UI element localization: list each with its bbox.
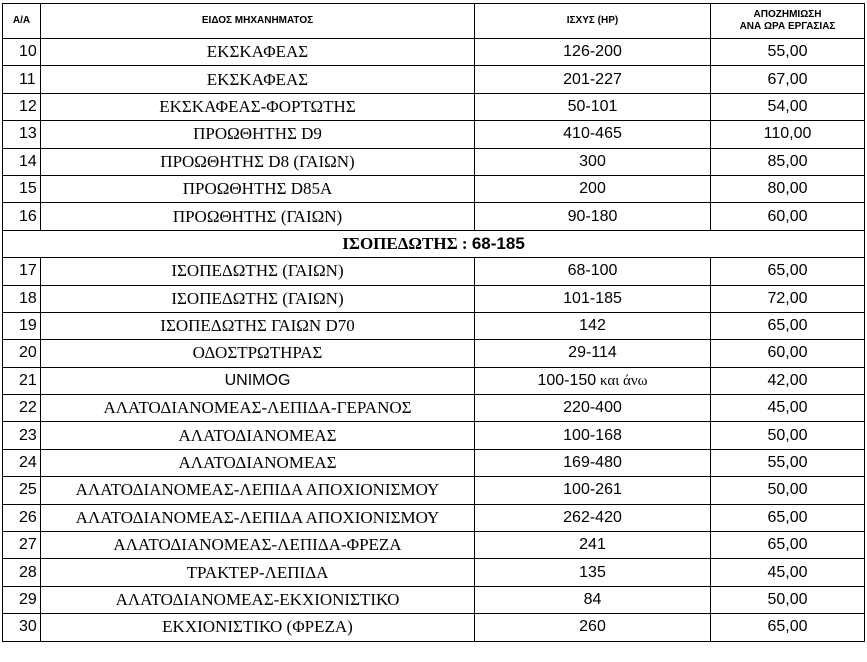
row-number: 29	[3, 586, 41, 613]
table-row	[3, 586, 865, 613]
machine-type: ΕΚΧΙΟΝΙΣΤΙΚΟ (ΦΡΕΖΑ)	[41, 614, 475, 641]
power-hp	[475, 614, 711, 641]
power-value: 135	[579, 563, 606, 581]
power-value: 241	[579, 536, 606, 554]
compensation-value: 85,00	[711, 148, 865, 175]
power-value: 300	[579, 152, 606, 170]
power-value: 126-200	[563, 43, 622, 61]
power-hp	[475, 175, 711, 202]
table-body-a	[3, 39, 865, 231]
machine-type: ΤΡΑΚΤΕΡ-ΛΕΠΙΔΑ	[41, 559, 475, 586]
power-value: 100-261	[563, 481, 622, 499]
table-body-b	[3, 258, 865, 641]
machine-type: ΕΚΣΚΑΦΕΑΣ-ΦΟΡΤΩΤΗΣ	[41, 93, 475, 120]
header-machine-type: ΕΙΔΟΣ ΜΗΧΑΝΗΜΑΤΟΣ	[41, 4, 475, 39]
machine-type: ΑΛΑΤΟΔΙΑΝΟΜΕΑΣ-ΕΚΧΙΟΝΙΣΤΙΚΟ	[41, 586, 475, 613]
row-number: 24	[3, 449, 41, 476]
table-row	[3, 203, 865, 230]
machine-type: ΑΛΑΤΟΔΙΑΝΟΜΕΑΣ	[41, 422, 475, 449]
machine-type: ΑΛΑΤΟΔΙΑΝΟΜΕΑΣ-ΛΕΠΙΔΑ-ΓΕΡΑΝΟΣ	[41, 395, 475, 422]
machine-type: ΑΛΑΤΟΔΙΑΝΟΜΕΑΣ	[41, 449, 475, 476]
power-hp	[475, 449, 711, 476]
row-number: 17	[3, 258, 41, 285]
table-row	[3, 532, 865, 559]
table-row	[3, 504, 865, 531]
row-number: 23	[3, 422, 41, 449]
row-number: 20	[3, 340, 41, 367]
compensation-value: 54,00	[711, 93, 865, 120]
machine-type: ΠΡΟΩΘΗΤΗΣ (ΓΑΙΩΝ)	[41, 203, 475, 230]
power-hp	[475, 367, 711, 394]
power-hp	[475, 477, 711, 504]
compensation-value: 55,00	[711, 39, 865, 66]
section-row	[3, 230, 865, 257]
header-compensation	[711, 4, 865, 39]
table-row	[3, 559, 865, 586]
power-value: 410-465	[563, 125, 622, 143]
header-compensation-line2: ΑΝΑ ΩΡΑ ΕΡΓΑΣΙΑΣ	[739, 21, 836, 32]
table-row	[3, 312, 865, 339]
compensation-value: 65,00	[711, 312, 865, 339]
power-value: 260	[579, 618, 606, 636]
machine-type: ΟΔΟΣΤΡΩΤΗΡΑΣ	[41, 340, 475, 367]
row-number: 11	[3, 66, 41, 93]
row-number: 28	[3, 559, 41, 586]
machine-type: ΠΡΟΩΘΗΤΗΣ D85A	[41, 175, 475, 202]
header-compensation-line1: ΑΠΟΖΗΜΙΩΣΗ	[753, 9, 822, 20]
power-hp	[475, 93, 711, 120]
row-number: 13	[3, 121, 41, 148]
compensation-value: 65,00	[711, 258, 865, 285]
compensation-value: 72,00	[711, 285, 865, 312]
table-row	[3, 258, 865, 285]
power-hp	[475, 395, 711, 422]
machine-type: UNIMOG	[41, 367, 475, 394]
power-value: 201-227	[563, 70, 622, 88]
power-hp	[475, 121, 711, 148]
row-number: 22	[3, 395, 41, 422]
machine-type: ΑΛΑΤΟΔΙΑΝΟΜΕΑΣ-ΛΕΠΙΔΑ-ΦΡΕΖΑ	[41, 532, 475, 559]
machine-type: ΠΡΟΩΘΗΤΗΣ D8 (ΓΑΙΩΝ)	[41, 148, 475, 175]
row-number: 19	[3, 312, 41, 339]
row-number: 15	[3, 175, 41, 202]
power-value: 200	[579, 180, 606, 198]
table-row	[3, 422, 865, 449]
power-hp	[475, 586, 711, 613]
row-number: 12	[3, 93, 41, 120]
compensation-value: 65,00	[711, 614, 865, 641]
power-value: 169-480	[563, 454, 622, 472]
machine-type: ΕΚΣΚΑΦΕΑΣ	[41, 66, 475, 93]
section-body	[3, 230, 865, 257]
compensation-value: 60,00	[711, 203, 865, 230]
machinery-compensation-table	[2, 3, 865, 642]
power-hp	[475, 66, 711, 93]
compensation-value: 67,00	[711, 66, 865, 93]
power-hp	[475, 258, 711, 285]
row-number: 14	[3, 148, 41, 175]
row-number: 26	[3, 504, 41, 531]
power-hp	[475, 504, 711, 531]
machine-type: ΙΣΟΠΕΔΩΤΗΣ ΓΑΙΩΝ D70	[41, 312, 475, 339]
power-hp	[475, 312, 711, 339]
row-number: 25	[3, 477, 41, 504]
machine-type: ΙΣΟΠΕΔΩΤΗΣ (ΓΑΙΩΝ)	[41, 285, 475, 312]
compensation-value: 45,00	[711, 559, 865, 586]
table-row	[3, 66, 865, 93]
power-value: 50-101	[567, 97, 618, 115]
compensation-value: 110,00	[711, 121, 865, 148]
power-value: 100-150	[537, 371, 597, 389]
compensation-value: 60,00	[711, 340, 865, 367]
compensation-value: 45,00	[711, 395, 865, 422]
power-hp	[475, 532, 711, 559]
table-row	[3, 449, 865, 476]
row-number: 18	[3, 285, 41, 312]
power-hp	[475, 422, 711, 449]
compensation-value: 50,00	[711, 586, 865, 613]
table-row	[3, 93, 865, 120]
power-value: 101-185	[563, 289, 622, 307]
table-row	[3, 367, 865, 394]
machine-type: ΑΛΑΤΟΔΙΑΝΟΜΕΑΣ-ΛΕΠΙΔΑ ΑΠΟΧΙΟΝΙΣΜΟΥ	[41, 504, 475, 531]
power-value: 100-168	[563, 426, 622, 444]
power-value: 90-180	[567, 207, 618, 225]
power-suffix: και άνω	[596, 372, 648, 389]
machine-type: ΑΛΑΤΟΔΙΑΝΟΜΕΑΣ-ΛΕΠΙΔΑ ΑΠΟΧΙΟΝΙΣΜΟΥ	[41, 477, 475, 504]
section-range: 68-185	[471, 233, 525, 253]
table-row	[3, 175, 865, 202]
machine-type: ΕΚΣΚΑΦΕΑΣ	[41, 39, 475, 66]
power-value: 262-420	[563, 508, 622, 526]
row-number: 16	[3, 203, 41, 230]
power-hp	[475, 285, 711, 312]
compensation-value: 50,00	[711, 477, 865, 504]
table-row	[3, 477, 865, 504]
power-hp	[475, 39, 711, 66]
row-number: 30	[3, 614, 41, 641]
power-hp	[475, 559, 711, 586]
compensation-value: 65,00	[711, 532, 865, 559]
header-row	[3, 4, 865, 39]
compensation-value: 65,00	[711, 504, 865, 531]
compensation-value: 55,00	[711, 449, 865, 476]
table-row	[3, 614, 865, 641]
power-value: 220-400	[563, 399, 622, 417]
section-cell	[3, 230, 865, 257]
row-number: 21	[3, 367, 41, 394]
compensation-value: 80,00	[711, 175, 865, 202]
header-aa: Α/Α	[3, 4, 41, 39]
table-row	[3, 121, 865, 148]
compensation-value: 42,00	[711, 367, 865, 394]
header-power: ΙΣΧΥΣ (HP)	[475, 4, 711, 39]
machine-type: ΠΡΟΩΘΗΤΗΣ D9	[41, 121, 475, 148]
power-hp	[475, 148, 711, 175]
power-hp	[475, 203, 711, 230]
table-row	[3, 148, 865, 175]
section-label: ΙΣΟΠΕΔΩΤΗΣ :	[342, 233, 472, 253]
row-number: 27	[3, 532, 41, 559]
table-row	[3, 285, 865, 312]
row-number: 10	[3, 39, 41, 66]
compensation-value: 50,00	[711, 422, 865, 449]
table-row	[3, 39, 865, 66]
machine-type: ΙΣΟΠΕΔΩΤΗΣ (ΓΑΙΩΝ)	[41, 258, 475, 285]
table-row	[3, 340, 865, 367]
power-value: 142	[579, 317, 606, 335]
power-value: 68-100	[567, 262, 618, 280]
table-row	[3, 395, 865, 422]
power-value: 84	[583, 591, 602, 608]
power-hp	[475, 340, 711, 367]
power-value: 29-114	[568, 344, 617, 362]
